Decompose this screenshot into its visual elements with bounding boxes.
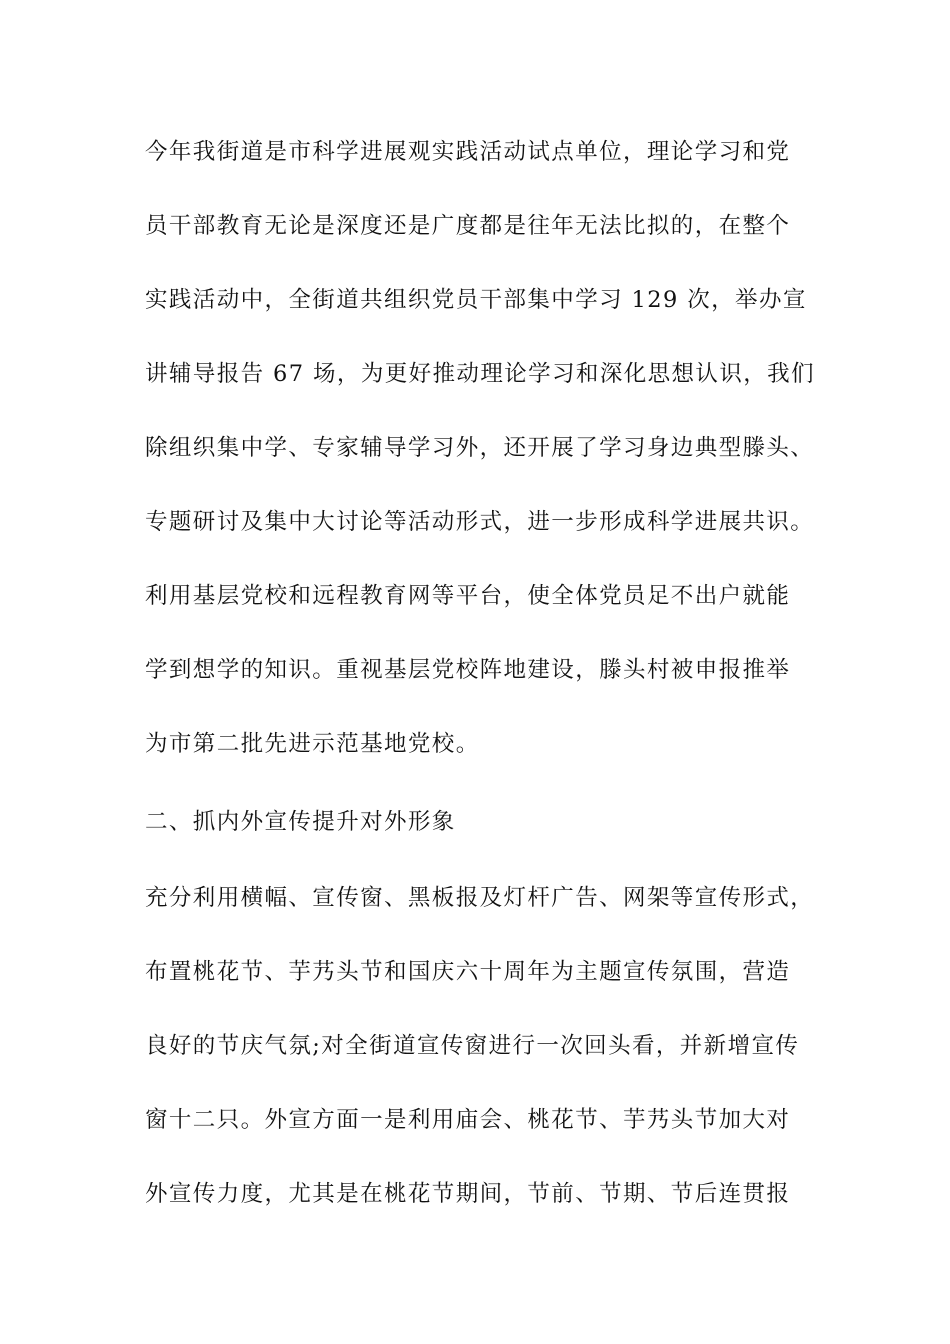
paragraph-line: 员干部教育无论是深度还是广度都是往年无法比拟的，在整个 (145, 213, 791, 239)
paragraph-line: 学到想学的知识。重视基层党校阵地建设，滕头村被申报推举 (145, 657, 791, 683)
paragraph-line: 利用基层党校和远程教育网等平台，使全体党员足不出户就能 (145, 583, 791, 609)
paragraph-line: 外宣传力度，尤其是在桃花节期间，节前、节期、节后连贯报 (145, 1181, 791, 1207)
paragraph-line: 良好的节庆气氛;对全街道宣传窗进行一次回头看，并新增宣传 (145, 1033, 800, 1059)
paragraph-line: 今年我街道是市科学进展观实践活动试点单位，理论学习和党 (145, 139, 791, 165)
paragraph-line: 实践活动中，全街道共组织党员干部集中学习 129 次，举办宣 (145, 287, 807, 313)
paragraph-line: 窗十二只。外宣方面一是利用庙会、桃花节、芋艿头节加大对 (145, 1107, 791, 1133)
paragraph-line: 布置桃花节、芋艿头节和国庆六十周年为主题宣传氛围，营造 (145, 959, 791, 985)
paragraph-line: 为市第二批先进示范基地党校。 (145, 731, 480, 757)
section-heading: 二、抓内外宣传提升对外形象 (145, 809, 456, 835)
paragraph-line: 讲辅导报告 67 场，为更好推动理论学习和深化思想认识，我们 (145, 361, 815, 387)
paragraph-line: 除组织集中学、专家辅导学习外，还开展了学习身边典型滕头、 (145, 435, 815, 461)
paragraph-line: 专题研讨及集中大讨论等活动形式，进一步形成科学进展共识。 (145, 509, 815, 535)
paragraph-line: 充分利用横幅、宣传窗、黑板报及灯杆广告、网架等宣传形式， (145, 885, 815, 911)
